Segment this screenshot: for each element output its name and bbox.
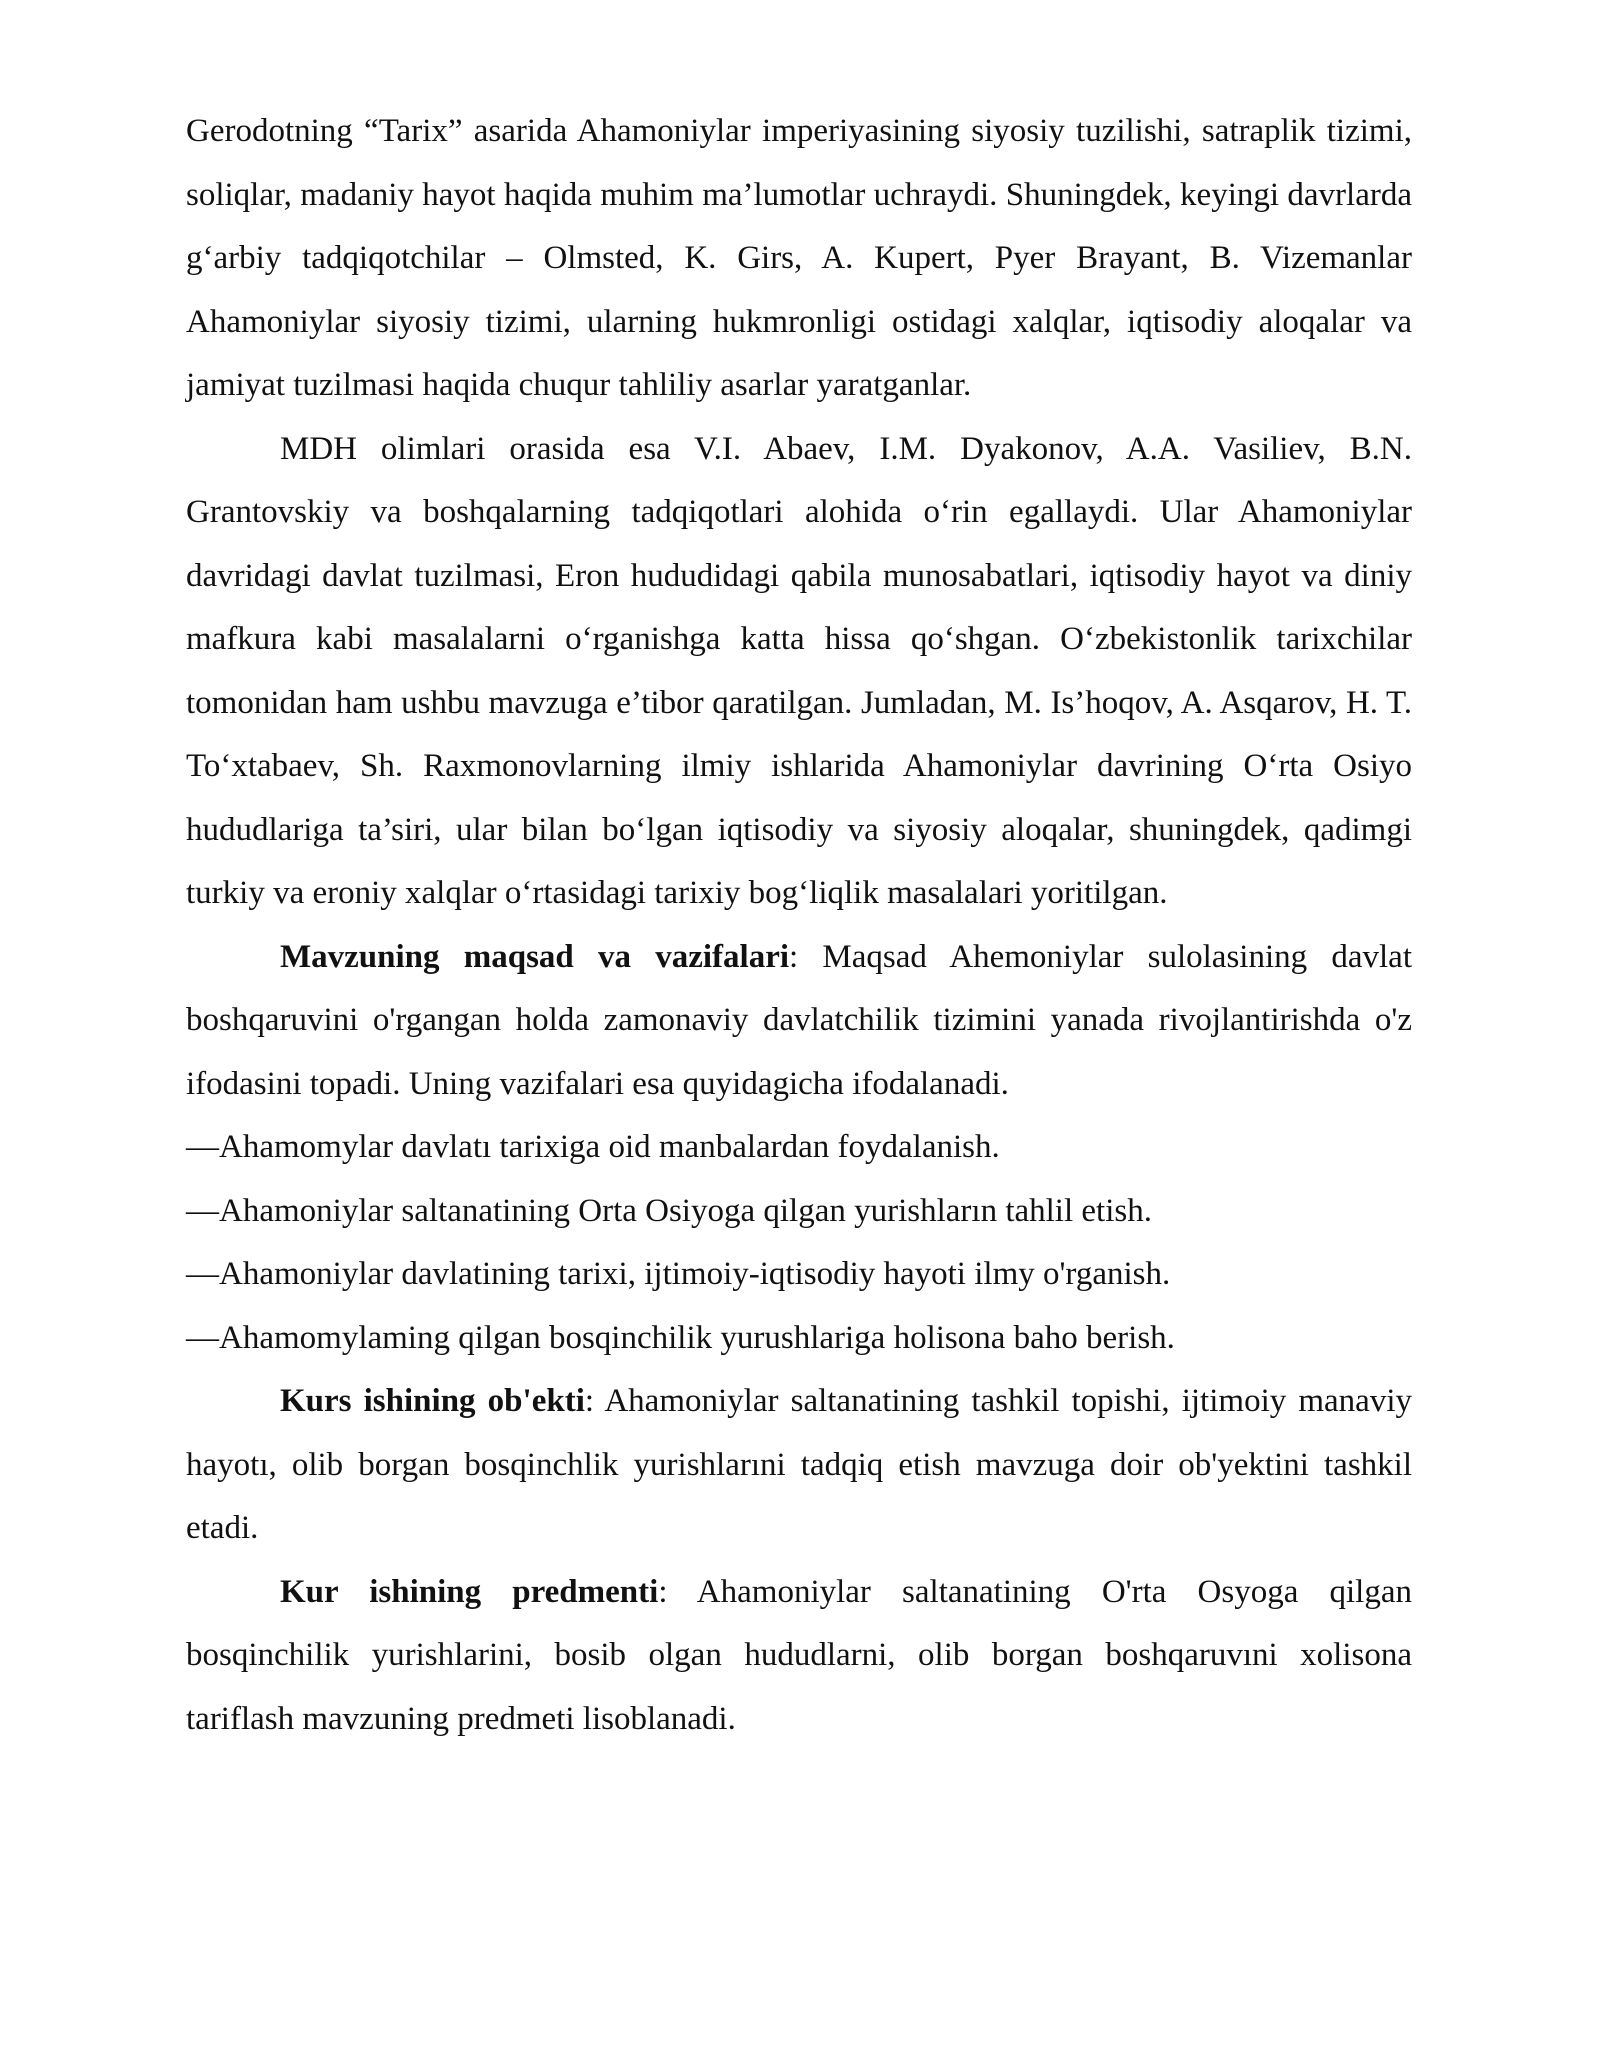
goals-heading: Mavzuning maqsad va vazifalari [280, 938, 790, 975]
subject-heading: Kur ishining predmenti [280, 1573, 659, 1610]
paragraph-course-object [186, 1370, 1412, 1561]
object-text: : Ahamoniylar saltanatining tashkil topishi, ijtimoiy manaviy hayotı, olib borgan bosqinchlik yurishlarıni tadqiq etish mavzuga doir ob'yektini tashkil etadi. [186, 1383, 1412, 1546]
paragraph-goals-and-tasks [186, 926, 1412, 1117]
task-item: —Ahamomylaming qilgan bosqinchilik yurushlariga holisona baho berish. [186, 1319, 1175, 1356]
document-page [186, 100, 1412, 1751]
subject-text: : Ahamoniylar saltanatining O'rta Osyoga qilgan bosqinchilik yurishlarini, bosib olgan hududlarni, olib borgan boshqaruvıni xolisona tariflash mavzuning predmeti lisoblanadi. [186, 1573, 1412, 1737]
paragraph-herodotus-sources: Gerodotning “Tarix” asarida Ahamoniylar imperiyasining siyosiy tuzilishi, satraplik tizimi, soliqlar, madaniy hayot haqida muhim ma’lumotlar uchraydi. Shuningdek, keyingi davrlarda g‘arbiy tadqiqotchilar – Olmsted, K. Girs, A. Kupert, Pyer Brayant, B. Vizemanlar Ahamoniylar siyosiy tizimi, ularning hukmronligi ostidagi xalqlar, iqtisodiy aloqalar va jamiyat tuzilmasi haqida chuqur tahliliy asarlar yaratganlar. [186, 113, 1412, 403]
goals-text: : Maqsad Ahemoniylar sulolasining davlat boshqaruvini o'rgangan holda zamonaviy davlatchilik tizimini yanada rivojlantirishda o'z ifodasini topadi. Uning vazifalari esa quyidagicha ifodalanadi. [186, 938, 1412, 1102]
paragraph-course-subject [186, 1561, 1412, 1752]
task-item: —Ahamoniylar saltanatining Orta Osiyoga qilgan yurishların tahlil etish. [186, 1192, 1152, 1229]
task-item: —Ahamoniylar davlatining tarixi, ijtimoiy-iqtisodiy hayoti ilmy o'rganish. [186, 1256, 1171, 1292]
object-heading: Kurs ishining ob'ekti [280, 1383, 585, 1419]
task-item: —Ahamomylar davlatı tarixiga oid manbalardan foydalanish. [186, 1129, 1000, 1165]
paragraph-cis-scholars: MDH olimlari orasida esa V.I. Abaev, I.M. Dyakonov, A.A. Vasiliev, B.N. Grantovskiy va boshqalarning tadqiqotlari alohida o‘rin egallaydi. Ular Ahamoniylar davridagi davlat tuzilmasi, Eron hududidagi qabila munosabatlari, iqtisodiy hayot va diniy mafkura kabi masalalarni o‘rganishga katta hissa qo‘shgan. O‘zbekistonlik tarixchilar tomonidan ham ushbu mavzuga e’tibor qaratilgan. Jumladan, M. Is’hoqov, A. Asqarov, H. T. To‘xtabaev, Sh. Raxmonovlarning ilmiy ishlarida Ahamoniylar davrining O‘rta Osiyo hududlariga ta’siri, ular bilan bo‘lgan iqtisodiy va siyosiy aloqalar, shuningdek, qadimgi turkiy va eroniy xalqlar o‘rtasidagi tarixiy bog‘liqlik masalalari yoritilgan. [186, 430, 1412, 911]
